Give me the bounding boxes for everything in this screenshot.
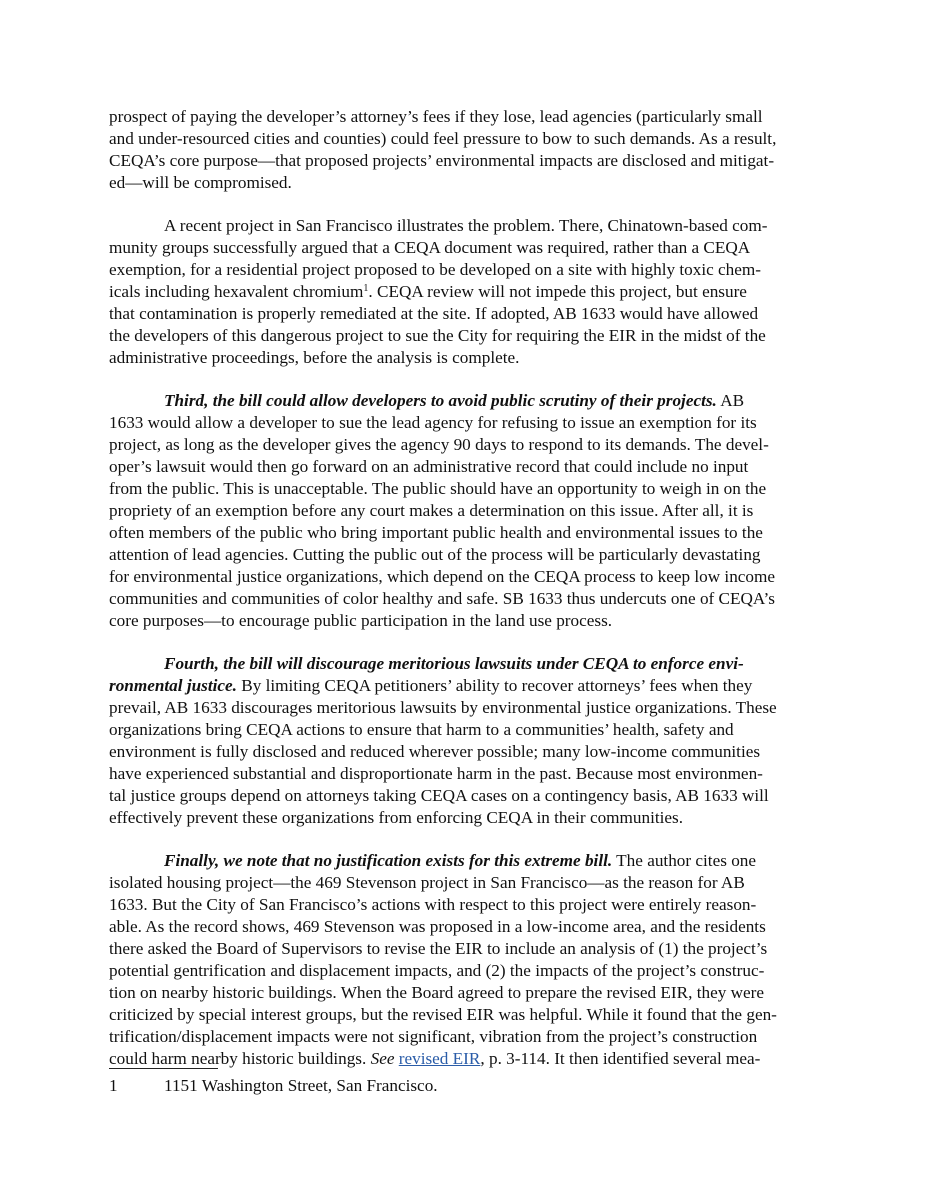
paragraph-4-heading-part-1: Fourth, the bill will discourage meritorious lawsuits under CEQA to enforce envi- bbox=[164, 654, 744, 673]
see-signal: See bbox=[370, 1049, 395, 1068]
paragraph-4-line-2 bbox=[109, 675, 752, 697]
paragraph-4-line-4: organizations bring CEQA actions to ensure that harm to a communities’ health, safety and bbox=[109, 720, 734, 739]
paragraph-2-line-5: that contamination is properly remediated at the site. If adopted, AB 1633 would have allowed bbox=[109, 304, 759, 323]
paragraph-2-line-2: munity groups successfully argued that a CEQA document was required, rather than a CEQA bbox=[109, 238, 751, 257]
footnote-separator bbox=[109, 1068, 218, 1069]
paragraph-2-line-1: A recent project in San Francisco illustrates the problem. There, Chinatown-based com- bbox=[164, 216, 768, 235]
paragraph-2-line-3: exemption, for a residential project proposed to be developed on a site with highly toxic chem- bbox=[109, 260, 761, 279]
paragraph-3-line-7: often members of the public who bring important public health and environmental issues to the bbox=[109, 523, 763, 542]
paragraph-4-heading-part-2: ronmental justice. bbox=[109, 676, 237, 695]
paragraph-3-line-3: project, as long as the developer gives the agency 90 days to respond to its demands. The devel- bbox=[109, 435, 769, 454]
paragraph-4-line-3: prevail, AB 1633 discourages meritorious lawsuits by environmental justice organizations. These bbox=[109, 698, 777, 717]
paragraph-3-line-11: core purposes—to encourage public participation in the land use process. bbox=[109, 611, 613, 630]
paragraph-1-line-4: ed—will be compromised. bbox=[109, 173, 292, 192]
paragraph-3-line-8: attention of lead agencies. Cutting the public out of the process will be particularly devastating bbox=[109, 545, 761, 564]
paragraph-3-line-10: communities and communities of color healthy and safe. SB 1633 thus undercuts one of CEQA’s bbox=[109, 589, 775, 608]
paragraph-4-line-2-tail: By limiting CEQA petitioners’ ability to recover attorneys’ fees when they bbox=[236, 676, 753, 695]
paragraph-3-line-9: for environmental justice organizations, which depend on the CEQA process to keep low income bbox=[109, 567, 776, 586]
paragraph-3-line-5: from the public. This is unacceptable. The public should have an opportunity to weigh in on the bbox=[109, 479, 767, 498]
paragraph-2-line-4-tail: . CEQA review will not impede this project, but ensure bbox=[368, 282, 747, 301]
paragraph-5-line-3: 1633. But the City of San Francisco’s actions with respect to this project were entirely reason- bbox=[109, 895, 757, 914]
footnote-text: 1151 Washington Street, San Francisco. bbox=[164, 1076, 438, 1095]
paragraph-1-line-1: prospect of paying the developer’s attorney’s fees if they lose, lead agencies (particularly small bbox=[109, 107, 763, 126]
paragraph-4-line-1 bbox=[164, 653, 744, 675]
paragraph-4-line-7: tal justice groups depend on attorneys taking CEQA cases on a contingency basis, AB 1633 will bbox=[109, 786, 769, 805]
paragraph-1-line-2: and under-resourced cities and counties) could feel pressure to bow to such demands. As a result, bbox=[109, 129, 777, 148]
paragraph-5-line-2: isolated housing project—the 469 Stevenson project in San Francisco—as the reason for AB bbox=[109, 873, 745, 892]
paragraph-5-heading: Finally, we note that no justification exists for this extreme bill. bbox=[164, 851, 613, 870]
paragraph-5-line-10 bbox=[109, 1048, 760, 1070]
revised-eir-link[interactable]: revised EIR bbox=[398, 1049, 481, 1068]
paragraph-5-line-10-text: could harm nearby historic buildings. bbox=[109, 1049, 371, 1068]
paragraph-3-line-4: oper’s lawsuit would then go forward on an administrative record that could include no input bbox=[109, 457, 749, 476]
paragraph-5-line-9: trification/displacement impacts were not significant, vibration from the project’s construction bbox=[109, 1027, 758, 1046]
paragraph-2-line-4-text: icals including hexavalent chromium bbox=[109, 282, 364, 301]
paragraph-5-line-4: able. As the record shows, 469 Stevenson was proposed in a low-income area, and the residents bbox=[109, 917, 766, 936]
paragraph-4-line-6: have experienced substantial and disproportionate harm in the past. Because most environmen- bbox=[109, 764, 763, 783]
paragraph-3-line-2: 1633 would allow a developer to sue the lead agency for refusing to issue an exemption for its bbox=[109, 413, 757, 432]
paragraph-3-line-1-tail: AB bbox=[716, 391, 745, 410]
footnote-reference: 1 bbox=[363, 283, 369, 294]
paragraph-4-line-8: effectively prevent these organizations from enforcing CEQA in their communities. bbox=[109, 808, 684, 827]
paragraph-5-line-8: criticized by special interest groups, but the revised EIR was helpful. While it found that the gen- bbox=[109, 1005, 777, 1024]
paragraph-3-line-1 bbox=[164, 390, 744, 412]
paragraph-2-line-7: administrative proceedings, before the analysis is complete. bbox=[109, 348, 520, 367]
paragraph-5-line-1-tail: The author cites one bbox=[612, 851, 757, 870]
paragraph-5-line-5: there asked the Board of Supervisors to revise the EIR to include an analysis of (1) the project’s bbox=[109, 939, 768, 958]
paragraph-3-line-6: propriety of an exemption before any court makes a determination on this issue. After all, it is bbox=[109, 501, 754, 520]
paragraph-2-line-6: the developers of this dangerous project to sue the City for requiring the EIR in the midst of the bbox=[109, 326, 766, 345]
paragraph-1-line-3: CEQA’s core purpose—that proposed projects’ environmental impacts are disclosed and mitigat- bbox=[109, 151, 775, 170]
paragraph-5-line-6: potential gentrification and displacement impacts, and (2) the impacts of the project’s construc- bbox=[109, 961, 765, 980]
paragraph-5-line-1 bbox=[164, 850, 756, 872]
paragraph-3-heading: Third, the bill could allow developers to avoid public scrutiny of their projects. bbox=[164, 391, 717, 410]
paragraph-4-line-5: environment is fully disclosed and reduced wherever possible; many low-income communities bbox=[109, 742, 761, 761]
paragraph-5-line-10-tail: , p. 3-114. It then identified several mea- bbox=[480, 1049, 761, 1068]
footnote-number: 1 bbox=[109, 1076, 118, 1095]
paragraph-5-line-7: tion on nearby historic buildings. When the Board agreed to prepare the revised EIR, they were bbox=[109, 983, 764, 1002]
paragraph-2-line-4 bbox=[109, 281, 747, 303]
